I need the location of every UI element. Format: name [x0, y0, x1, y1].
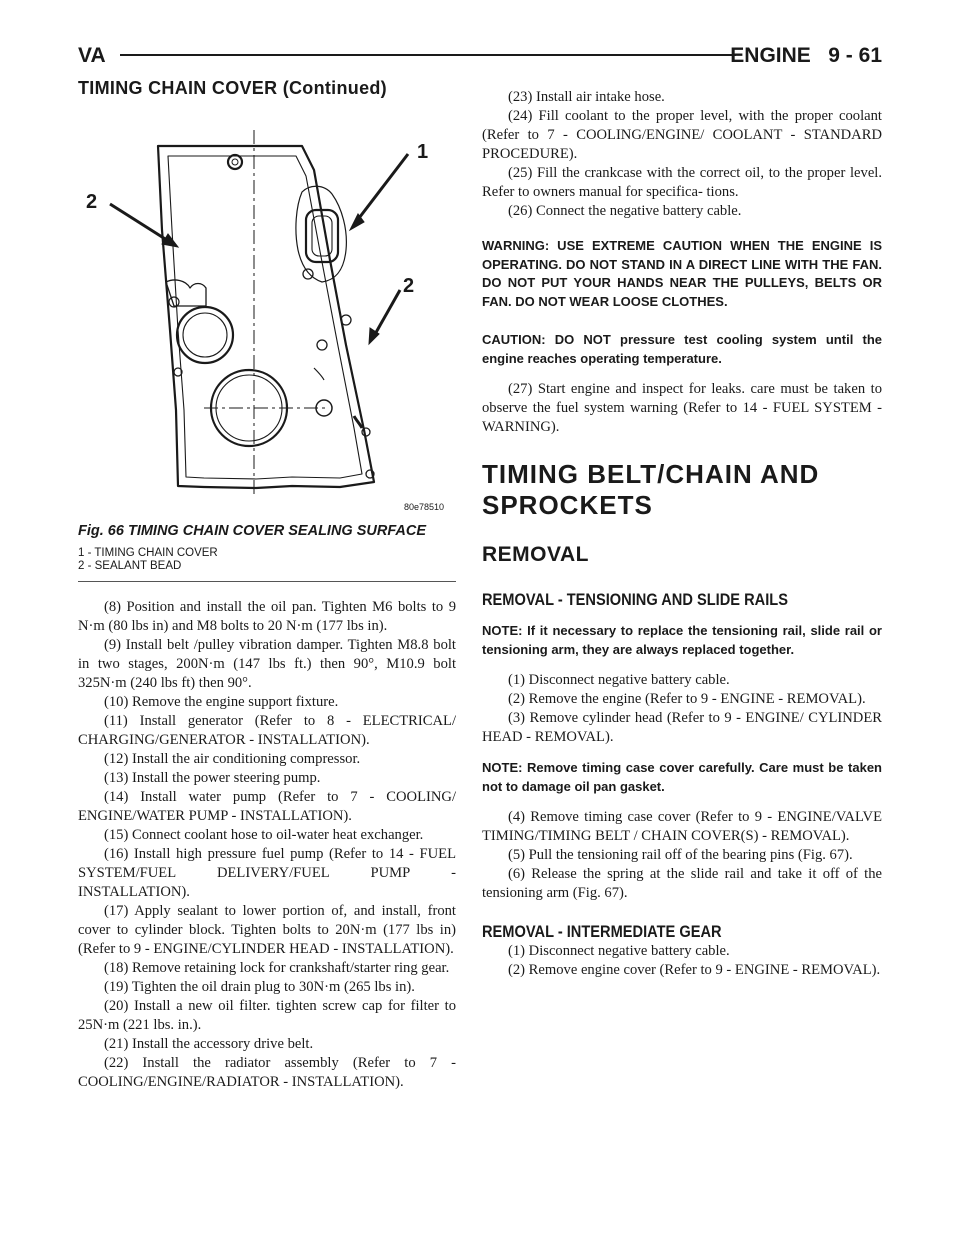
step-23: (23) Install air intake hose. — [508, 89, 665, 105]
section-title: TIMING BELT/CHAIN AND SPROCKETS — [482, 459, 820, 520]
subsection-intermediate-gear: REMOVAL - INTERMEDIATE GEAR — [482, 922, 722, 941]
step-10: (10) Remove the engine support fixture. — [104, 694, 339, 710]
step-d-1: (1) Disconnect negative battery cable. — [508, 943, 730, 959]
continued-title: TIMING CHAIN COVER (Continued) — [78, 78, 387, 98]
step-9: (9) Install belt /pulley vibration damper. Tighten M8.8 bolt in two stages, 200N·m (147 lbs ft.) then 90°, M10.9 bolt 325N·m (240 lbs ft) then 90°. — [78, 637, 456, 691]
timing-chain-cover-drawing — [78, 110, 456, 516]
step-21: (21) Install the accessory drive belt. — [104, 1036, 314, 1052]
warning-note: WARNING: USE EXTREME CAUTION WHEN THE ENGINE IS OPERATING. DO NOT STAND IN A DIRECT LINE WITH THE FAN. DO NOT PUT YOUR HANDS NEAR THE PULLEYS, BELTS OR FAN. DO NOT WEAR LOOSE CLOTHES. — [482, 238, 882, 309]
step-18: (18) Remove retaining lock for crankshaft/starter ring gear. — [104, 960, 450, 976]
header-page-number: ENGINE 9 - 61 — [730, 44, 882, 67]
step-13: (13) Install the power steering pump. — [104, 770, 321, 786]
header-section-code: VA — [78, 44, 106, 67]
removal-heading: REMOVAL — [482, 543, 589, 566]
step-11: (11) Install generator (Refer to 8 - ELECTRICAL/ CHARGING/GENERATOR - INSTALLATION). — [78, 713, 456, 748]
left-column — [78, 598, 456, 1092]
step-25: (25) Fill the crankcase with the correct oil, to the proper level. Refer to owners manual for specifica- tions. — [482, 165, 882, 200]
step-c-5: (5) Pull the tensioning rail off of the bearing pins (Fig. 67). — [508, 847, 853, 863]
step-15: (15) Connect coolant hose to oil-water heat exchanger. — [104, 827, 424, 843]
step-b-3: (3) Remove cylinder head (Refer to 9 - ENGINE/ CYLINDER HEAD - REMOVAL). — [482, 710, 882, 745]
subsection-tensioning-slide-rails: REMOVAL - TENSIONING AND SLIDE RAILS — [482, 590, 788, 609]
step-8: (8) Position and install the oil pan. Tighten M6 bolts to 9 N·m (80 lbs in) and M8 bolts to 20 N·m (177 lbs in). — [78, 599, 456, 634]
step-26: (26) Connect the negative battery cable. — [508, 203, 742, 219]
caution-note: CAUTION: DO NOT pressure test cooling system until the engine reaches operating temperature. — [482, 332, 882, 366]
note-replace-together: NOTE: If it necessary to replace the tensioning rail, slide rail or tensioning arm, they are always replaced together. — [482, 623, 882, 657]
step-24: (24) Fill coolant to the proper level, with the proper coolant (Refer to 7 - COOLING/ENGINE/ COOLANT - STANDARD PROCEDURE). — [482, 108, 882, 162]
callout-2-left: 2 — [86, 191, 98, 213]
step-b-1: (1) Disconnect negative battery cable. — [508, 672, 730, 688]
timing-chain-cover-figure — [78, 110, 456, 516]
note-timing-case-cover: NOTE: Remove timing case cover carefully. Care must be taken not to damage oil pan gasket. — [482, 760, 882, 794]
callout-2-right: 2 — [403, 275, 415, 297]
step-b-2: (2) Remove the engine (Refer to 9 - ENGINE - REMOVAL). — [508, 691, 866, 707]
figure-image-id: 80e78510 — [404, 502, 445, 512]
right-column — [482, 88, 882, 980]
legend-item-1: 1 - TIMING CHAIN COVER — [78, 547, 218, 559]
step-14: (14) Install water pump (Refer to 7 - COOLING/ ENGINE/WATER PUMP - INSTALLATION). — [78, 789, 456, 824]
legend-rule — [78, 581, 456, 582]
step-19: (19) Tighten the oil drain plug to 30N·m (265 lbs in). — [104, 979, 415, 995]
header-rule — [120, 54, 736, 56]
step-d-2: (2) Remove engine cover (Refer to 9 - ENGINE - REMOVAL). — [508, 962, 881, 978]
step-27: (27) Start engine and inspect for leaks. care must be taken to observe the fuel system warning (Refer to 14 - FUEL SYSTEM - WARNING). — [482, 381, 882, 435]
figure-caption: Fig. 66 TIMING CHAIN COVER SEALING SURFACE — [78, 523, 427, 539]
step-16: (16) Install high pressure fuel pump (Refer to 14 - FUEL SYSTEM/FUEL DELIVERY/FUEL PUMP - INSTALLATION). — [78, 846, 456, 900]
legend-item-2: 2 - SEALANT BEAD — [78, 560, 182, 572]
step-17: (17) Apply sealant to lower portion of, and install, front cover to cylinder block. Tighten bolts to 20N·m (177 lbs in) (Refer to 9 - ENGINE/CYLINDER HEAD - INSTALLATION). — [78, 903, 456, 957]
step-c-4: (4) Remove timing case cover (Refer to 9 - ENGINE/VALVE TIMING/TIMING BELT / CHAIN COVER(S) - REMOVAL). — [482, 809, 882, 844]
step-c-6: (6) Release the spring at the slide rail and take it off of the tensioning arm (Fig. 67). — [482, 866, 882, 901]
step-22: (22) Install the radiator assembly (Refer to 7 - COOLING/ENGINE/RADIATOR - INSTALLATION). — [78, 1055, 456, 1090]
figure-legend — [78, 547, 218, 573]
callout-1: 1 — [417, 141, 429, 163]
step-20: (20) Install a new oil filter. tighten screw cap for filter to 25N·m (221 lbs. in.). — [78, 998, 456, 1033]
step-12: (12) Install the air conditioning compressor. — [104, 751, 361, 767]
page-header — [78, 44, 882, 68]
